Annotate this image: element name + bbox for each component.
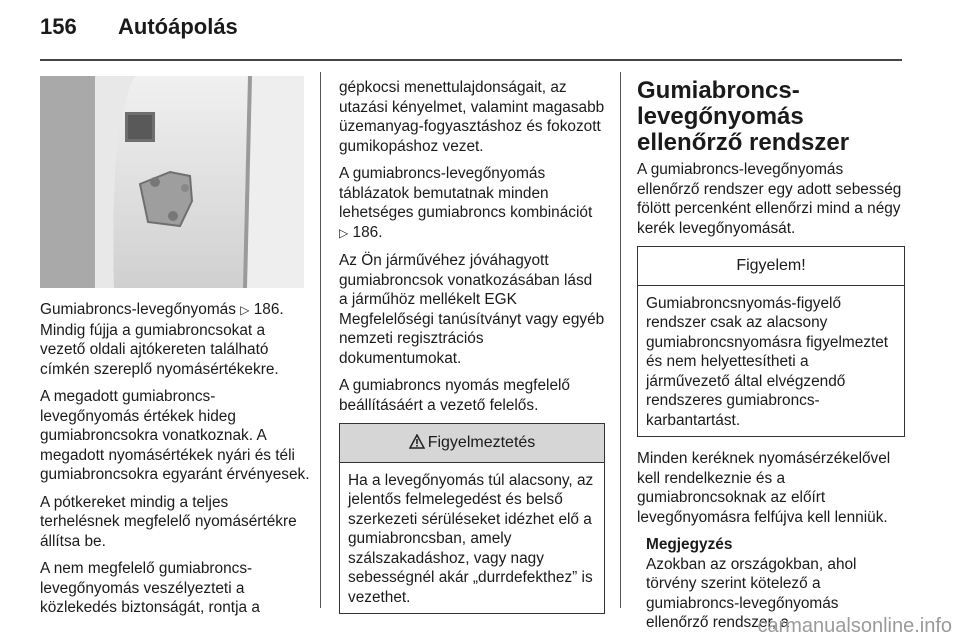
column-divider-1: [320, 72, 321, 608]
door-frame-photo: [40, 76, 304, 288]
watermark: carmanualsonline.info: [757, 615, 952, 637]
column-divider-2: [620, 72, 621, 608]
paragraph-5: gépkocsi menettulajdonságait, az utazási kényelmet, valamint magasabb üzemanyag-fogyasztáshoz és fokozott gumikopáshoz vezet.: [339, 79, 605, 155]
warning-text: Ha a levegőnyomás túl alacsony, az jelentős felmelegedést és belső szerkezeti sérüléseket idézhet elő a gumiabroncsban, amely szálszakadáshoz, vagy nagy sebességnél akár „durrdefekthez” is vezethet.: [348, 471, 594, 606]
page-header: [40, 14, 238, 40]
page-number: 156: [40, 14, 77, 39]
warning-header: [340, 424, 604, 463]
caution-text: Gumiabroncsnyomás-figyelő rendszer csak az alacsony gumiabroncsnyomásra figyelmeztet és nem helyettesítheti a járművezető által elvégzendő rendszeres gumiabroncs-karbantartást.: [646, 294, 889, 429]
page-reference-icon: ▷: [339, 225, 349, 240]
note-title: Megjegyzés: [646, 536, 733, 553]
paragraph-1: Gumiabroncs-levegőnyomás ▷ 186. Mindig fújja a gumiabroncsokat a vezető oldali ajtókereten található címkén szereplő nyomásértékekre.: [40, 301, 284, 378]
column-left: [40, 300, 312, 626]
sensor-paragraph: Minden keréknek nyomásérzékelővel kell rendelkeznie és a gumiabroncsoknak az előírt levegőnyomásra felfújva kell lenniük.: [637, 450, 891, 526]
paragraph-4: A nem megfelelő gumiabroncs-levegőnyomás veszélyezteti a közlekedés biztonságát, rontja a: [40, 560, 260, 616]
paragraph-6: A gumiabroncs-levegőnyomás táblázatok bemutatnak minden lehetséges gumiabroncs kombinációt ▷ 186.: [339, 165, 593, 241]
door-frame-illustration: [40, 76, 304, 288]
paragraph-2: A megadott gumiabroncs-levegőnyomás értékek hideg gumiabroncsokra vonatkoznak. A megadott nyomásértékek nyári és téli gumiabroncsokra egyaránt érvényesek.: [40, 388, 310, 483]
warning-box: [339, 423, 605, 614]
intro-paragraph: A gumiabroncs-levegőnyomás ellenőrző rendszer egy adott sebesség fölött percenként ellenőrzi mind a négy kerék levegőnyomását.: [637, 161, 902, 237]
section-heading: Gumiabroncs-levegőnyomás ellenőrző rendszer: [637, 77, 850, 156]
column-right: [637, 78, 905, 633]
paragraph-7: Az Ön járművéhez jóváhagyott gumiabroncsok vonatkozásában lásd a járműhöz mellékelt EGK Megfelelőségi tanúsítványt vagy egyéb nemzeti regisztrációs dokumentumokat.: [339, 252, 605, 367]
page-reference-icon: ▷: [240, 303, 250, 317]
warning-title: Figyelmeztetés: [427, 434, 536, 451]
note-text: Azokban az országokban, ahol törvény szerint kötelező a gumiabroncs-levegőnyomás ellenőrző rendszer, a: [646, 555, 857, 631]
column-middle: [339, 78, 605, 626]
caution-box: [637, 246, 905, 437]
header-rule: [40, 59, 902, 61]
paragraph-8: A gumiabroncs nyomás megfelelő beállításáért a vezető felelős.: [339, 377, 570, 414]
section-title: Autóápolás: [118, 14, 238, 39]
warning-triangle-icon: [409, 434, 425, 449]
caution-header: Figyelem!: [638, 247, 904, 286]
paragraph-3: A pótkereket mindig a teljes terhelésnek megfelelő nyomásértékre állítsa be.: [40, 493, 297, 550]
